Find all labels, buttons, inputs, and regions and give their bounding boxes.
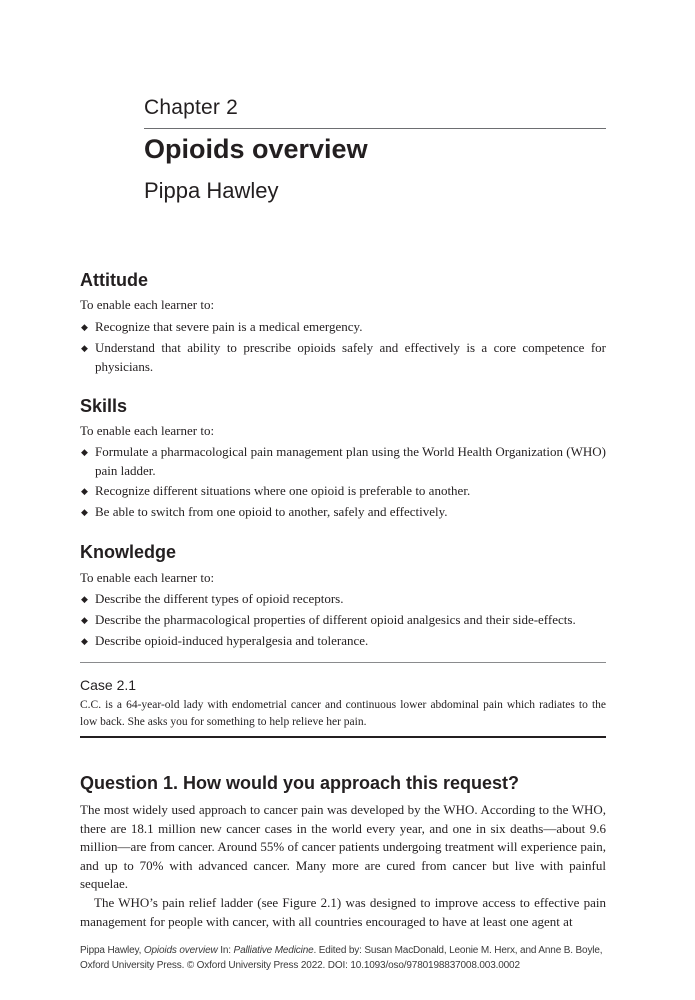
footer-author: Pippa Hawley, [80,945,144,956]
bullet-diamond-icon: ◆ [81,447,88,457]
skills-intro: To enable each learner to: [80,423,215,438]
citation-footer [80,944,606,973]
bullet-diamond-icon: ◆ [81,343,88,353]
chapter-number: Chapter 2 [144,96,239,119]
footer-chapter-title: Opioids overview [143,945,218,956]
bullet-text: Understand that ability to prescribe opioids safely and effectively is a core competence for physicians. [95,340,606,374]
footer-publication-info: . Edited by: Susan MacDonald, Leonie M. Herx, and Anne B. Boyle, Oxford University Press. © Oxford University Press 2022. DOI: 10.1093/oso/9780198837008.003.0002 [80,945,603,971]
bullet-diamond-icon: ◆ [81,636,88,646]
chapter-author: Pippa Hawley [144,178,279,203]
question-heading: Question 1. How would you approach this request? [80,773,520,793]
case-top-rule [80,662,606,663]
bullet-diamond-icon: ◆ [81,594,88,604]
case-text: C.C. is a 64-year-old lady with endometrial cancer and continuous lower abdominal pain which radiates to the low back. She asks you for something to help relieve her pain. [80,699,606,728]
bullet-text: Describe opioid-induced hyperalgesia and tolerance. [95,633,369,648]
body-paragraph: The WHO’s pain relief ladder (see Figure 2.1) was designed to improve access to effective pain management for people with cancer, with all countries encouraged to have at least one agent at [80,895,606,929]
attitude-bullet [80,318,606,337]
bullet-diamond-icon: ◆ [81,507,88,517]
chapter-title: Opioids overview [144,134,368,164]
attitude-heading: Attitude [80,270,148,290]
case-bottom-rule [80,736,606,738]
knowledge-heading: Knowledge [80,542,177,562]
bullet-text: Formulate a pharmacological pain management plan using the World Health Organization (WHO) pain ladder. [95,444,606,478]
knowledge-bullet [80,632,606,651]
knowledge-intro: To enable each learner to: [80,570,215,585]
bullet-text: Describe the different types of opioid receptors. [95,591,344,606]
bullet-text: Recognize that severe pain is a medical emergency. [95,319,363,334]
knowledge-bullet [80,590,606,609]
skills-bullet [80,443,606,480]
case-label: Case 2.1 [80,677,137,693]
bullet-diamond-icon: ◆ [81,486,88,496]
bullet-text: Describe the pharmacological properties of different opioid analgesics and their side-effects. [95,612,576,627]
attitude-intro: To enable each learner to: [80,297,215,312]
footer-book-title: Palliative Medicine [233,945,314,956]
chapter-divider [144,128,606,129]
footer-in: In: [217,945,234,956]
body-paragraph: The most widely used approach to cancer pain was developed by the WHO. According to the WHO, there are 18.1 million new cancer cases in the world every year, and one in six deaths—about 9.6 million—are from cancer. Around 55% of cancer patients undergoing treatment will experience pain, and up to 70% with advanced cancer. Many more are cured from cancer but live with painful sequelae. [80,802,606,891]
bullet-text: Recognize different situations where one opioid is preferable to another. [95,483,471,498]
bullet-diamond-icon: ◆ [81,615,88,625]
skills-bullet [80,503,606,522]
bullet-text: Be able to switch from one opioid to another, safely and effectively. [95,504,448,519]
knowledge-bullet [80,611,606,630]
skills-heading: Skills [80,396,128,416]
skills-bullet [80,482,606,501]
attitude-bullet [80,339,606,376]
bullet-diamond-icon: ◆ [81,322,88,332]
